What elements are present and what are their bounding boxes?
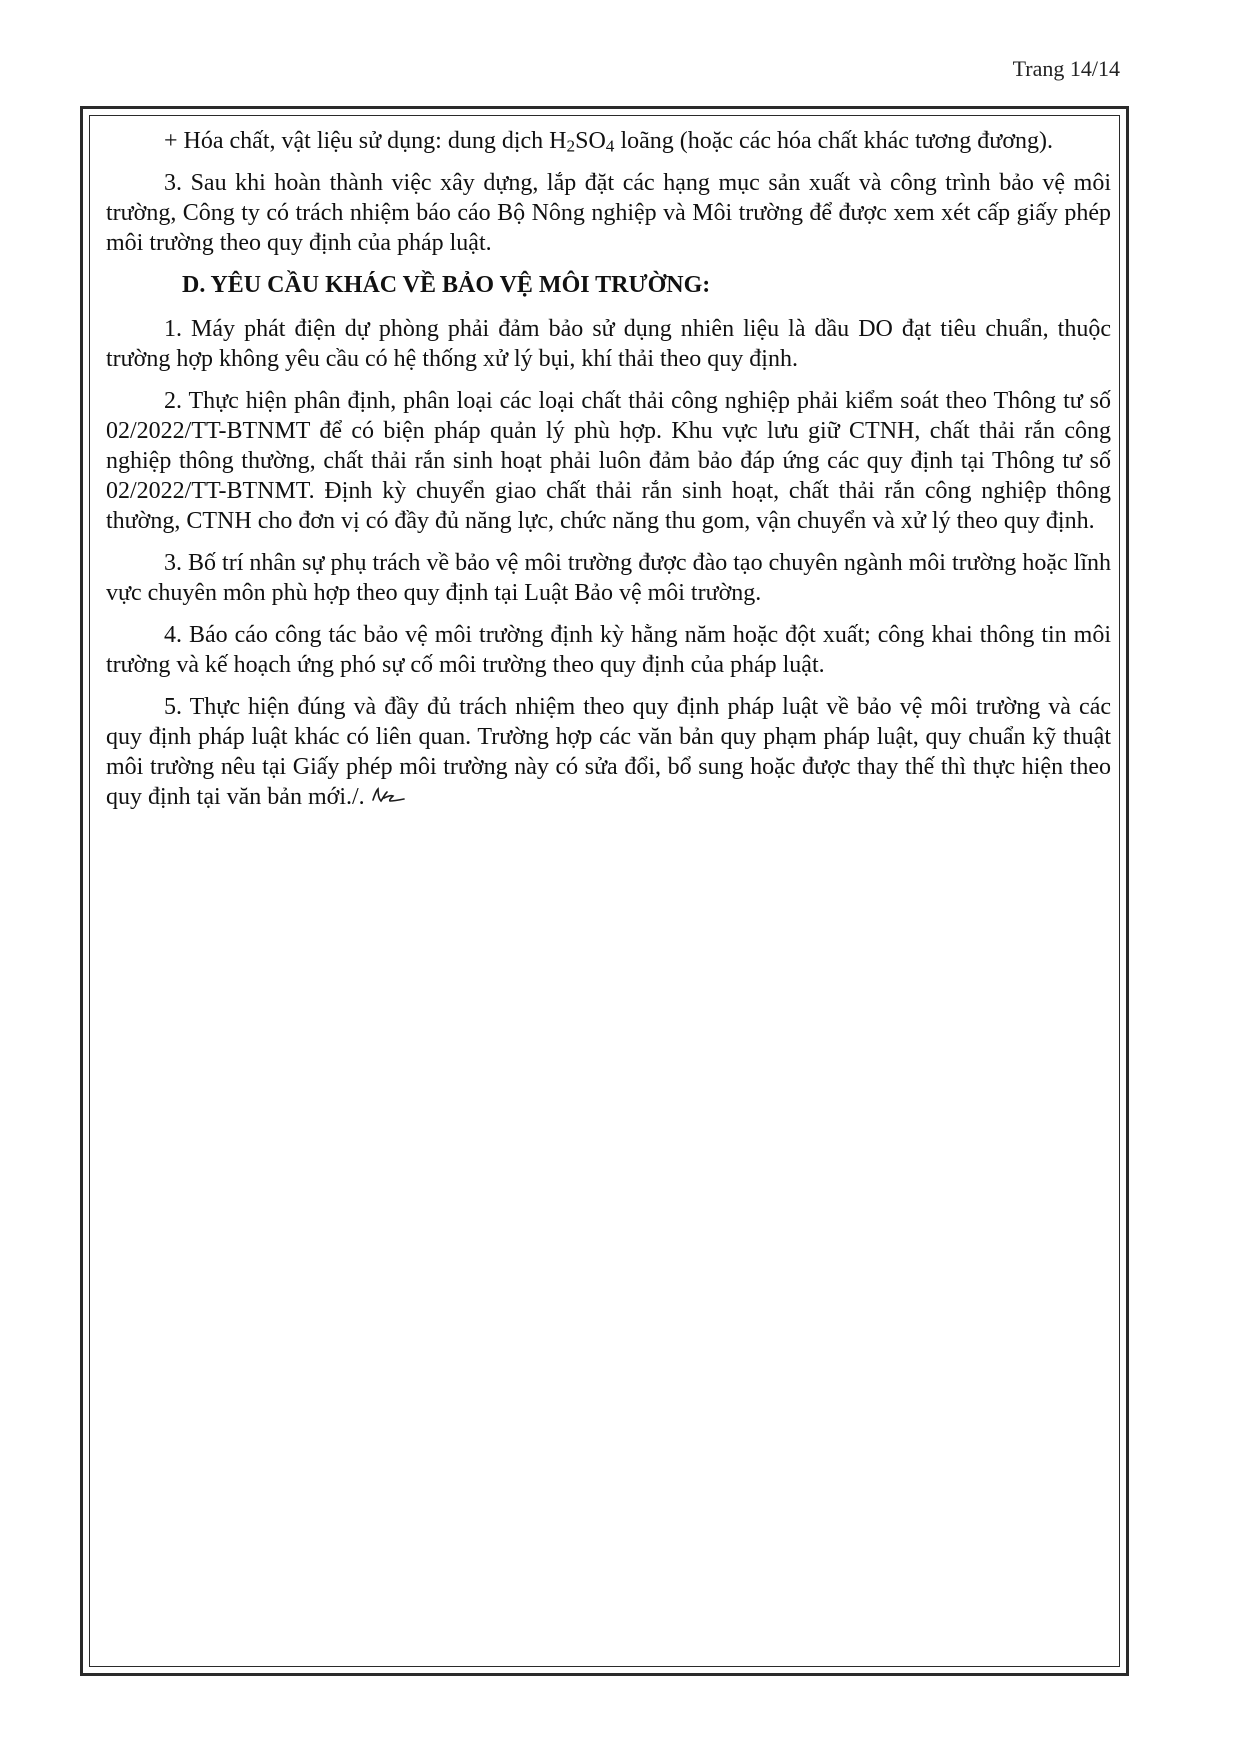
requirement-item-1: 1. Máy phát điện dự phòng phải đảm bảo sử dụng nhiên liệu là dầu DO đạt tiêu chuẩn, thuộc trường hợp không yêu cầu có hệ thống xử lý bụi, khí thải theo quy định.: [106, 316, 1111, 372]
requirement-item-3: 3. Bố trí nhân sự phụ trách về bảo vệ môi trường được đào tạo chuyên ngành môi trường hoặc lĩnh vực chuyên môn phù hợp theo quy định tại Luật Bảo vệ môi trường.: [106, 550, 1111, 606]
document-body: [106, 126, 1111, 824]
requirement-item-5: 5. Thực hiện đúng và đầy đủ trách nhiệm theo quy định pháp luật về bảo vệ môi trường và các quy định pháp luật khác có liên quan. Trường hợp các văn bản quy phạm pháp luật, quy chuẩn kỹ thuật môi trường nêu tại Giấy phép môi trường này có sửa đổi, bổ sung hoặc được thay thế thì thực hiện theo quy định tại văn bản mới./.: [106, 694, 1111, 810]
requirement-item-4: 4. Báo cáo công tác bảo vệ môi trường định kỳ hằng năm hoặc đột xuất; công khai thông tin môi trường và kế hoạch ứng phó sự cố môi trường theo quy định của pháp luật.: [106, 622, 1111, 678]
initials-signature: [371, 786, 405, 806]
requirement-item-2: 2. Thực hiện phân định, phân loại các loại chất thải công nghiệp phải kiểm soát theo Thông tư số 02/2022/TT-BTNMT để có biện pháp quản lý phù hợp. Khu vực lưu giữ CTNH, chất thải rắn công nghiệp thông thường, chất thải rắn sinh hoạt phải luôn đảm bảo đáp ứng các quy định tại Thông tư số 02/2022/TT-BTNMT. Định kỳ chuyển giao chất thải rắn sinh hoạt, chất thải rắn công nghiệp thông thường, CTNH cho đơn vị có đầy đủ năng lực, chức năng thu gom, vận chuyển và xử lý theo quy định.: [106, 388, 1111, 534]
chemicals-item: + Hóa chất, vật liệu sử dụng: dung dịch H2SO4 loãng (hoặc các hóa chất khác tương đương).: [164, 128, 1053, 156]
page-number: Trang 14/14: [1012, 56, 1120, 81]
paragraph-report-ministry: 3. Sau khi hoàn thành việc xây dựng, lắp đặt các hạng mục sản xuất và công trình bảo vệ môi trường, Công ty có trách nhiệm báo cáo Bộ Nông nghiệp và Môi trường để được xem xét cấp giấy phép môi trường theo quy định của pháp luật.: [106, 170, 1111, 256]
section-d-heading: D. YÊU CẦU KHÁC VỀ BẢO VỆ MÔI TRƯỜNG:: [182, 272, 711, 298]
